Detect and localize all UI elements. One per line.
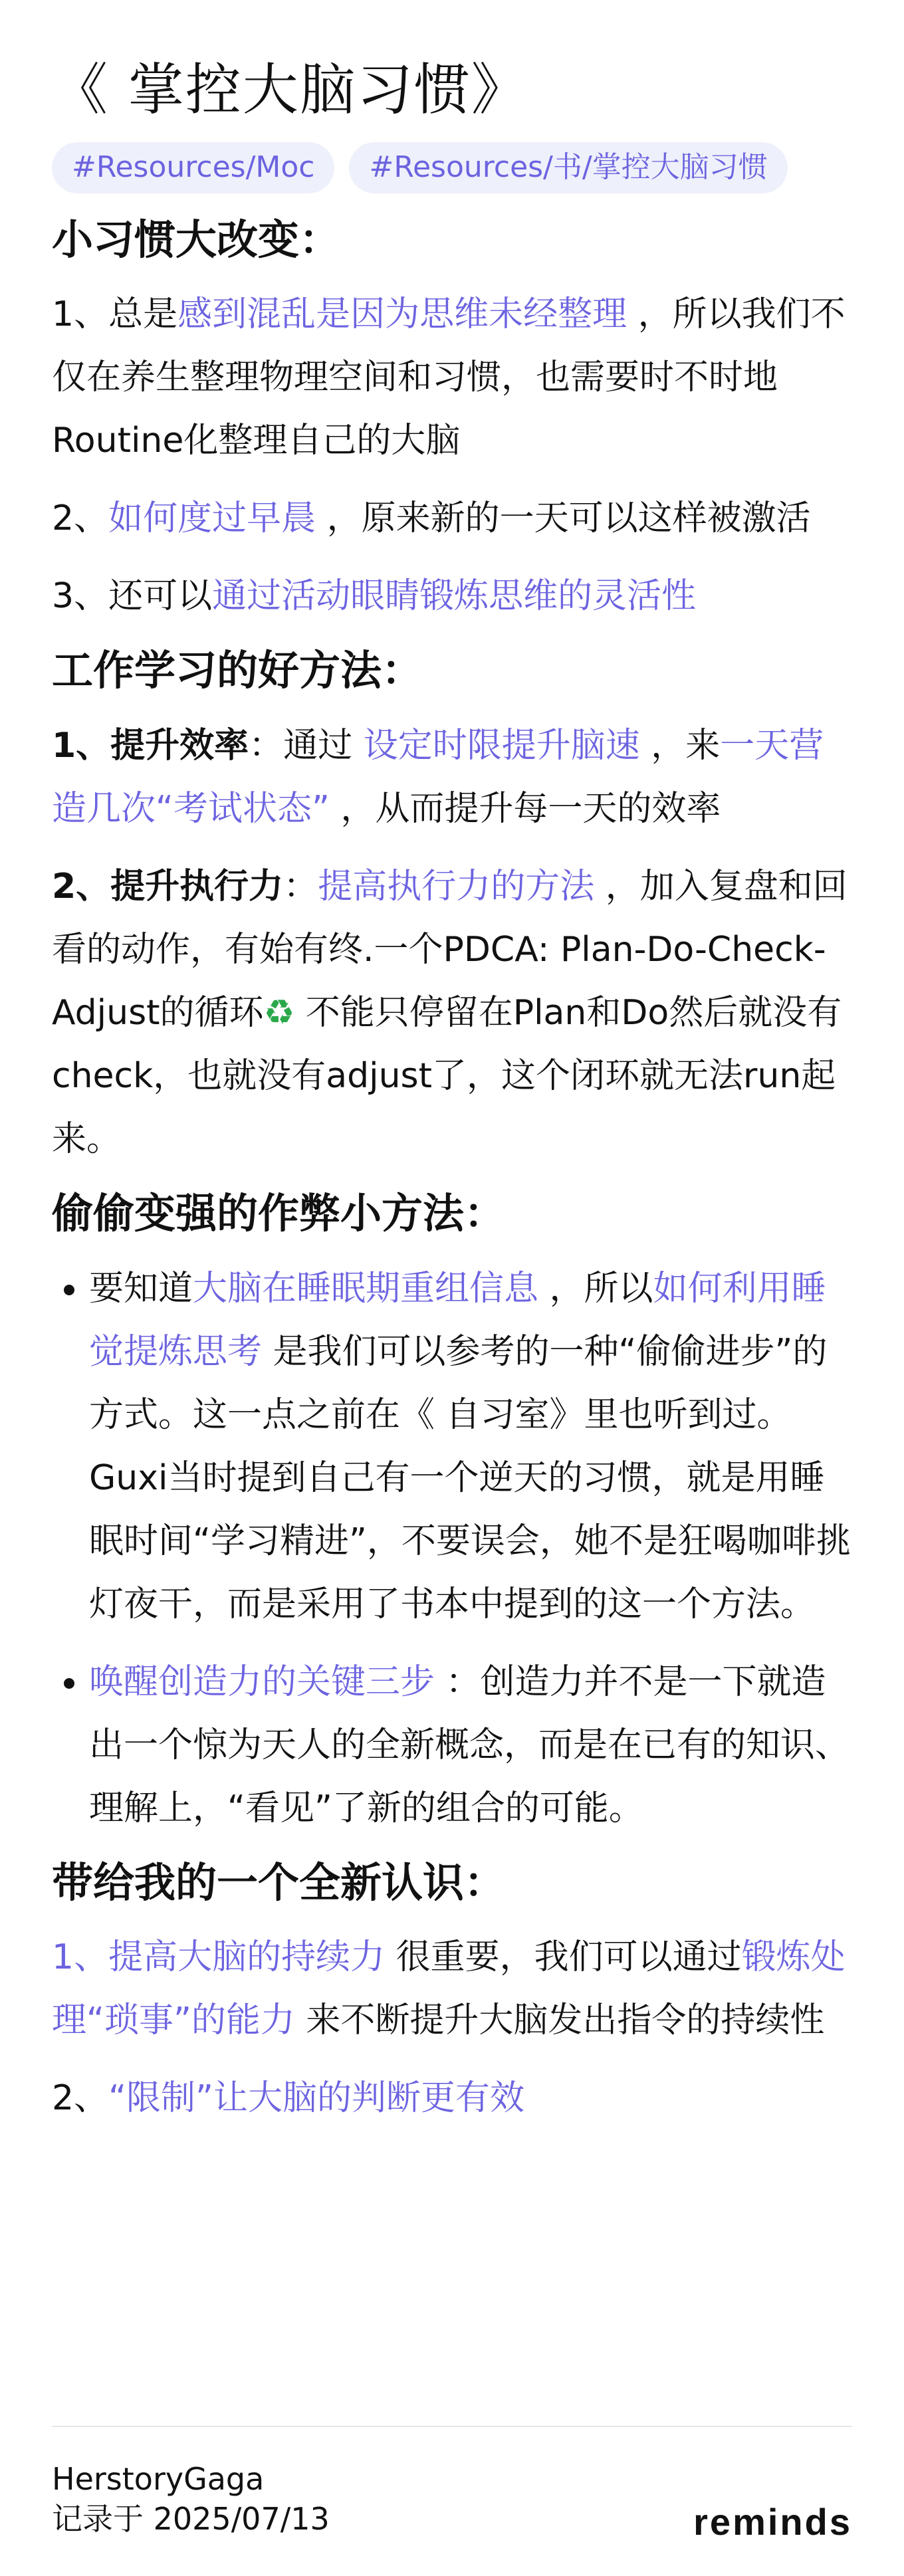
text: 2、 [52, 498, 109, 539]
link-confusion-thinking[interactable]: 感到混乱是因为思维未经整理 [177, 294, 627, 335]
text: 2、 [52, 2078, 109, 2119]
text: 1、总是 [52, 294, 178, 335]
tag-resources-book[interactable]: #Resources/书/掌控大脑习惯 [349, 142, 787, 193]
note-title: 《 掌控大脑习惯》 [52, 57, 528, 122]
text: ，从而提升每一天的效率 [329, 788, 721, 829]
paragraph-1-3 [52, 565, 852, 628]
paragraph-1-2 [52, 487, 852, 550]
recycle-icon: ♻ [263, 992, 295, 1033]
paragraph-2-2 [52, 855, 852, 1171]
link-limits[interactable]: “限制”让大脑的判断更有效 [108, 2078, 524, 2119]
text: 是我们可以参考的一种“偷偷进步”的方式。这一点之前在《 自习室》里也听到过。Guxi当时提到自己有一个逆天的习惯，就是用睡眠时间“学习精进”，不要误会，她不是狂喝咖啡挑灯夜干，而是采用了书本中提到的这一个方法。 [89, 1331, 851, 1624]
text: ，原来新的一天可以这样被激活 [316, 498, 811, 539]
paragraph-2-1 [52, 714, 852, 841]
text: ，来 [639, 725, 721, 766]
section-heading-work-study: 工作学习的好方法： [52, 646, 423, 695]
link-morning[interactable]: 如何度过早晨 [108, 498, 316, 539]
text: 3、还可以 [52, 576, 213, 617]
list-item [89, 1257, 852, 1636]
brand-logo: reminds [693, 2501, 852, 2543]
text: ： [283, 866, 318, 907]
link-trivial-tasks[interactable]: 锻炼处理“琐事”的能力 [52, 1937, 846, 2041]
link-sleep-reorganize[interactable]: 大脑在睡眠期重组信息 [193, 1268, 539, 1309]
link-sleep-thinking[interactable]: 如何利用睡觉提炼思考 [89, 1268, 826, 1372]
list-item [89, 1651, 852, 1840]
record-date: 记录于 2025/07/13 [52, 2501, 330, 2537]
text: ：通过 [249, 725, 364, 766]
text: ：创造力并不是一下就造出一个惊为天人的全新概念，而是在已有的知识、理解上，“看见”了新的组合的可能。 [89, 1662, 850, 1828]
link-eye-exercise[interactable]: 通过活动眼睛锻炼思维的灵活性 [212, 576, 697, 617]
tag-list [52, 142, 852, 193]
text: 要知道 [89, 1268, 193, 1309]
footer-divider [52, 2426, 852, 2427]
link-execution[interactable]: 提高执行力的方法 [318, 866, 595, 907]
tag-resources-moc[interactable]: #Resources/Moc [52, 142, 334, 193]
bold-text: 1、提升效率 [52, 725, 249, 766]
paragraph-4-2 [52, 2067, 852, 2130]
text: 来不断提升大脑发出指令的持续性 [294, 2000, 825, 2041]
text: ，所以我们不仅在养生整理物理空间和习惯，也需要时不时地Routine化整理自己的大脑 [52, 294, 846, 461]
paragraph-1-1 [52, 283, 852, 473]
section-heading-new-insight: 带给我的一个全新认识： [52, 1858, 506, 1907]
cheat-method-list [52, 1257, 852, 1840]
section-heading-cheat-methods: 偷偷变强的作弊小方法： [52, 1188, 506, 1237]
link-exam-state[interactable]: 一天营造几次“考试状态” [52, 725, 824, 829]
text: 不能只停留在Plan和Do然后就没有check，也就没有adjust了，这个闭环就无法run起来。 [52, 992, 842, 1159]
section-heading-small-habits: 小习惯大改变： [52, 215, 341, 264]
text: ，所以 [538, 1268, 653, 1309]
paragraph-4-1 [52, 1926, 852, 2052]
bold-text: 2、提升执行力 [52, 866, 284, 907]
text: 很重要，我们可以通过 [385, 1937, 742, 1978]
author-name: HerstoryGaga [52, 2461, 265, 2497]
link-creativity-steps[interactable]: 唤醒创造力的关键三步 [89, 1662, 435, 1702]
text: ，加入复盘和回看的动作，有始有终.一个PDCA: Plan-Do-Check-Adjust的循环 [52, 866, 848, 1033]
link-time-limit[interactable]: 设定时限提升脑速 [363, 725, 640, 766]
link-brain-endurance[interactable]: 1、提高大脑的持续力 [52, 1937, 386, 1978]
